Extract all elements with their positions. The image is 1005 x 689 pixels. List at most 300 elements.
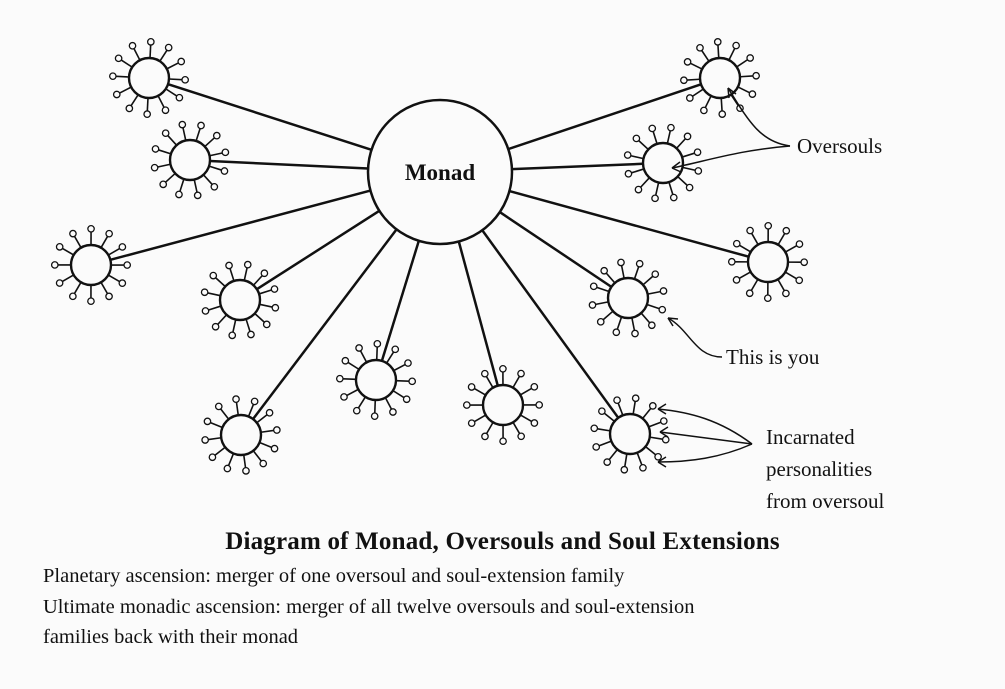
soul-extension-node	[518, 433, 524, 439]
soul-extension-node	[684, 59, 690, 65]
soul-extension-ray	[62, 248, 73, 255]
soul-extension-node	[694, 149, 700, 155]
soul-extension-ray	[196, 129, 200, 141]
soul-extension-ray	[158, 96, 164, 108]
soul-extension-node	[734, 241, 740, 247]
soul-extension-node	[765, 223, 771, 229]
soul-extension-ray	[257, 415, 267, 423]
oversoul-node	[589, 259, 666, 336]
soul-extension-node	[633, 135, 639, 141]
oversoul-node	[464, 366, 543, 445]
soul-extension-ray	[603, 311, 613, 320]
soul-extension-ray	[622, 266, 625, 279]
soul-extension-node	[652, 195, 658, 201]
soul-extension-node	[106, 293, 112, 299]
soul-extension-ray	[625, 454, 627, 467]
soul-extension-ray	[210, 153, 223, 156]
soul-extension-node	[148, 39, 154, 45]
soul-extension-ray	[678, 177, 688, 186]
soul-extension-ray	[229, 454, 234, 466]
soul-extension-node	[214, 132, 220, 138]
oversoul-circle	[643, 143, 683, 183]
soul-extension-ray	[606, 273, 615, 283]
soul-extension-node	[56, 280, 62, 286]
soul-extension-node	[114, 91, 120, 97]
soul-extension-node	[216, 403, 222, 409]
oversouls-pointer-line-1	[728, 88, 790, 146]
soul-extension-node	[209, 454, 215, 460]
oversoul-circle	[610, 414, 650, 454]
soul-extension-node	[274, 427, 280, 433]
soul-extension-ray	[702, 51, 709, 62]
soul-extension-ray	[387, 352, 394, 363]
soul-extension-node	[747, 227, 753, 233]
soul-extension-ray	[253, 451, 261, 461]
soul-extension-ray	[618, 403, 623, 415]
soul-extension-node	[251, 398, 257, 404]
monad-oversoul-line	[110, 191, 370, 260]
soul-extension-node	[374, 341, 380, 347]
soul-extension-ray	[131, 95, 138, 106]
soul-extension-node	[210, 272, 216, 278]
soul-extension-node	[162, 107, 168, 113]
soul-extension-ray	[385, 398, 391, 409]
soul-extension-node	[536, 402, 542, 408]
soul-extension-ray	[260, 304, 273, 307]
oversoul-node	[201, 261, 278, 338]
soul-extension-node	[224, 465, 230, 471]
soul-extension-ray	[705, 96, 711, 108]
soul-extension-ray	[158, 164, 171, 167]
soul-extension-node	[500, 438, 506, 444]
soul-extension-ray	[682, 153, 694, 157]
soul-extension-node	[124, 262, 130, 268]
soul-extension-ray	[683, 167, 696, 170]
soul-extension-node	[229, 332, 235, 338]
soul-extension-ray	[596, 302, 609, 305]
soul-extension-ray	[740, 245, 751, 252]
soul-extension-ray	[486, 376, 493, 387]
soul-extension-node	[182, 77, 188, 83]
incarnated-label-line-2: personalities	[766, 457, 873, 481]
oversoul-node	[337, 341, 416, 420]
soul-extension-ray	[520, 415, 531, 421]
soul-extension-node	[405, 360, 411, 366]
soul-extension-node	[733, 277, 739, 283]
soul-extension-ray	[740, 76, 753, 77]
soul-extension-node	[765, 295, 771, 301]
soul-extension-node	[659, 306, 665, 312]
soul-extension-node	[151, 164, 157, 170]
soul-extension-node	[660, 288, 666, 294]
soul-extension-ray	[108, 275, 119, 282]
soul-extension-ray	[785, 272, 796, 279]
soul-extension-ray	[168, 136, 177, 146]
soul-extension-ray	[205, 138, 215, 147]
soul-extension-node	[729, 259, 735, 265]
soul-extension-ray	[361, 351, 367, 362]
soul-extension-ray	[751, 279, 758, 290]
soul-extension-ray	[261, 430, 274, 432]
soul-extension-node	[482, 370, 488, 376]
soul-extension-node	[152, 146, 158, 152]
soul-extension-node	[747, 290, 753, 296]
soul-extension-ray	[520, 388, 531, 395]
soul-extension-node	[531, 384, 537, 390]
soul-extension-node	[636, 261, 642, 267]
soul-extension-node	[613, 329, 619, 335]
soul-extension-ray	[609, 450, 617, 460]
soul-extension-ray	[215, 447, 225, 455]
soul-extension-node	[733, 42, 739, 48]
soul-extension-ray	[348, 362, 359, 369]
monad-oversoul-line	[512, 164, 643, 169]
soul-extension-ray	[597, 429, 610, 431]
soul-extension-node	[747, 55, 753, 61]
soul-extension-node	[598, 319, 604, 325]
soul-extension-ray	[513, 376, 519, 387]
soul-extension-ray	[180, 179, 184, 191]
soul-extension-node	[88, 298, 94, 304]
soul-extension-node	[211, 184, 217, 190]
soul-extension-node	[266, 410, 272, 416]
oversoul-node	[151, 121, 228, 198]
soul-extension-ray	[260, 443, 272, 448]
soul-extension-node	[749, 91, 755, 97]
soul-extension-node	[204, 418, 210, 424]
soul-extension-ray	[653, 131, 657, 143]
soul-extension-node	[531, 420, 537, 426]
soul-extension-node	[201, 289, 207, 295]
caption-line-monadic: Ultimate monadic ascension: merger of all twelve oversouls and soul-extension	[43, 596, 695, 618]
oversoul-node	[729, 223, 808, 302]
soul-extension-node	[260, 460, 266, 466]
soul-extension-ray	[641, 313, 650, 323]
soul-extension-ray	[209, 306, 221, 310]
soul-extension-ray	[637, 453, 642, 465]
oversoul-node	[52, 226, 131, 305]
soul-extension-ray	[147, 98, 148, 111]
soul-extension-node	[614, 397, 620, 403]
soul-extension-ray	[693, 89, 704, 96]
soul-extension-node	[70, 293, 76, 299]
soul-extension-node	[409, 378, 415, 384]
soul-extension-ray	[646, 447, 656, 455]
soul-extension-ray	[632, 318, 635, 331]
soul-extension-ray	[101, 236, 108, 247]
you-pointer-line	[668, 318, 722, 357]
oversoul-circle	[608, 278, 648, 318]
soul-extension-ray	[394, 365, 405, 371]
soul-extension-ray	[604, 413, 614, 421]
soul-extension-ray	[169, 79, 182, 80]
soul-extension-ray	[639, 141, 649, 150]
soul-extension-node	[271, 286, 277, 292]
soul-extension-ray	[255, 313, 265, 322]
soul-extension-ray	[183, 128, 186, 141]
soul-extension-ray	[253, 276, 262, 286]
soul-extension-node	[632, 330, 638, 336]
oversouls-pointer-line-2	[672, 146, 790, 168]
soul-extension-node	[115, 55, 121, 61]
soul-extension-node	[715, 39, 721, 45]
soul-extension-node	[468, 384, 474, 390]
soul-extension-ray	[633, 401, 635, 414]
soul-extension-ray	[358, 397, 365, 408]
soul-extension-node	[392, 346, 398, 352]
caption-line-planetary: Planetary ascension: merger of one oversoul and soul-extension family	[43, 565, 625, 587]
soul-extension-node	[625, 171, 631, 177]
soul-extension-ray	[120, 87, 132, 93]
soul-extension-node	[482, 433, 488, 439]
soul-extension-ray	[244, 455, 246, 468]
soul-extension-node	[649, 322, 655, 328]
soul-extension-ray	[208, 438, 221, 440]
soul-extension-node	[165, 44, 171, 50]
soul-extension-ray	[677, 139, 686, 149]
soul-extension-node	[176, 94, 182, 100]
soul-extension-node	[226, 262, 232, 268]
caption-line-families: families back with their monad	[43, 626, 299, 648]
soul-extension-ray	[631, 156, 644, 159]
monad-oversoul-line	[210, 161, 368, 169]
monad-oversoul-line	[459, 242, 498, 386]
oversoul-circle	[71, 245, 111, 285]
soul-extension-node	[341, 394, 347, 400]
incarnated-label-line-1: Incarnated	[766, 425, 855, 449]
soul-extension-node	[796, 241, 802, 247]
monad-label: Monad	[404, 160, 476, 185]
soul-extension-ray	[737, 60, 748, 67]
soul-extension-node	[342, 358, 348, 364]
soul-extension-node	[695, 168, 701, 174]
soul-extension-node	[591, 425, 597, 431]
oversoul-circle	[220, 280, 260, 320]
soul-extension-ray	[62, 275, 73, 281]
incarnated-label-line-3: from oversoul	[766, 489, 885, 513]
soul-extension-node	[212, 324, 218, 330]
soul-extension-ray	[244, 268, 247, 281]
soul-extension-ray	[246, 319, 250, 331]
soul-extension-node	[593, 444, 599, 450]
soul-extension-ray	[203, 175, 212, 185]
soul-extension-node	[783, 290, 789, 296]
soul-extension-node	[119, 244, 125, 250]
soul-extension-node	[753, 73, 759, 79]
soul-extension-node	[371, 413, 377, 419]
soul-extension-node	[110, 73, 116, 79]
soul-extension-node	[601, 268, 607, 274]
soul-extension-ray	[634, 267, 638, 279]
soul-extension-ray	[778, 234, 785, 245]
soul-extension-node	[119, 280, 125, 286]
soul-extension-ray	[259, 290, 271, 294]
soul-extension-ray	[221, 409, 229, 419]
soul-extension-node	[796, 277, 802, 283]
soul-extension-node	[248, 331, 254, 337]
soul-extension-ray	[487, 422, 493, 433]
soul-extension-node	[652, 271, 658, 277]
soul-extension-ray	[218, 315, 227, 325]
soul-extension-ray	[687, 79, 700, 80]
soul-extension-ray	[721, 98, 722, 111]
soul-extension-node	[618, 259, 624, 265]
oversoul-circle	[483, 385, 523, 425]
soul-extension-node	[661, 418, 667, 424]
soul-extension-node	[663, 436, 669, 442]
soul-extension-ray	[74, 282, 81, 293]
oversoul-node	[202, 396, 280, 474]
soul-extension-ray	[166, 89, 177, 96]
soul-extension-ray	[647, 304, 659, 308]
soul-extension-ray	[669, 182, 673, 194]
oversoul-node	[110, 39, 189, 118]
soul-extension-ray	[650, 437, 663, 439]
soul-extension-node	[624, 152, 630, 158]
soul-extension-node	[272, 305, 278, 311]
soul-extension-ray	[513, 422, 520, 433]
soul-extension-ray	[739, 272, 750, 278]
soul-extension-node	[655, 454, 661, 460]
diagram-title: Diagram of Monad, Oversouls and Soul Extensions	[225, 528, 780, 555]
soul-extension-node	[650, 403, 656, 409]
soul-extension-ray	[690, 63, 702, 69]
soul-extension-node	[160, 181, 166, 187]
soul-extension-node	[697, 45, 703, 51]
soul-extension-ray	[729, 48, 735, 60]
soul-extension-node	[604, 459, 610, 465]
soul-extension-ray	[648, 292, 661, 295]
soul-extension-node	[176, 191, 182, 197]
soul-extension-ray	[230, 269, 234, 281]
soul-extension-ray	[474, 389, 485, 395]
soul-extension-node	[701, 107, 707, 113]
soul-extension-ray	[101, 282, 107, 293]
soul-extension-node	[649, 125, 655, 131]
soul-extension-ray	[233, 320, 236, 333]
soul-extension-node	[783, 228, 789, 234]
soul-extension-ray	[474, 415, 485, 422]
soul-extension-node	[686, 184, 692, 190]
soul-extension-ray	[656, 183, 659, 196]
soul-extension-ray	[208, 293, 221, 296]
oversoul-circle	[170, 140, 210, 180]
soul-extension-ray	[108, 249, 119, 255]
soul-extension-ray	[597, 287, 609, 291]
monad-oversoul-line	[508, 84, 701, 149]
monad-oversoul-line	[382, 241, 419, 361]
soul-extension-node	[632, 395, 638, 401]
soul-extension-node	[202, 437, 208, 443]
soul-extension-node	[337, 375, 343, 381]
monad-oversoul-line	[168, 84, 371, 150]
soul-extension-node	[591, 283, 597, 289]
soul-extension-node	[671, 194, 677, 200]
soul-extension-node	[719, 111, 725, 117]
soul-extension-ray	[738, 87, 750, 93]
soul-extension-node	[518, 370, 524, 376]
soul-extension-ray	[649, 422, 661, 427]
oversoul-node	[591, 395, 669, 473]
soul-extension-ray	[667, 131, 670, 144]
soul-extension-node	[233, 396, 239, 402]
soul-extension-node	[500, 366, 506, 372]
oversoul-node	[681, 39, 760, 118]
soul-extension-node	[403, 396, 409, 402]
soul-extension-ray	[75, 236, 81, 247]
soul-extension-node	[222, 149, 228, 155]
soul-extension-node	[356, 345, 362, 351]
soul-extension-node	[162, 130, 168, 136]
soul-extension-node	[390, 409, 396, 415]
soul-extension-node	[589, 302, 595, 308]
soul-extension-ray	[209, 166, 221, 170]
soul-extension-node	[801, 259, 807, 265]
soul-extension-node	[687, 95, 693, 101]
soul-extension-node	[261, 270, 267, 276]
soul-extension-node	[178, 58, 184, 64]
soul-extension-node	[464, 402, 470, 408]
soul-extension-ray	[210, 423, 222, 428]
soul-extension-node	[468, 420, 474, 426]
soul-extension-ray	[150, 45, 151, 58]
soul-extension-node	[668, 124, 674, 130]
soul-extension-ray	[121, 60, 132, 67]
oversouls-label: Oversouls	[797, 134, 883, 158]
soul-extension-node	[106, 230, 112, 236]
soul-extension-node	[126, 105, 132, 111]
soul-extension-ray	[166, 173, 176, 182]
incarnated-pointers	[658, 404, 752, 467]
oversoul-circle	[221, 415, 261, 455]
soul-extension-ray	[393, 391, 404, 398]
soul-extension-node	[56, 244, 62, 250]
soul-extension-node	[243, 468, 249, 474]
soul-extension-node	[621, 467, 627, 473]
soul-extension-ray	[167, 63, 179, 69]
soul-extension-ray	[617, 317, 621, 329]
soul-extension-node	[129, 43, 135, 49]
soul-extension-ray	[631, 169, 643, 173]
soul-extension-node	[88, 226, 94, 232]
soul-extension-node	[179, 121, 185, 127]
soul-extension-ray	[249, 404, 254, 416]
soul-extension-node	[194, 192, 200, 198]
soul-extension-ray	[778, 279, 784, 290]
soul-extension-ray	[236, 402, 238, 415]
soul-extension-node	[144, 111, 150, 117]
soul-extension-node	[245, 261, 251, 267]
soul-extension-ray	[641, 178, 650, 188]
soul-extension-node	[354, 407, 360, 413]
soul-extension-ray	[752, 233, 758, 244]
soul-extension-node	[684, 133, 690, 139]
soul-extension-ray	[160, 50, 167, 61]
soul-extension-ray	[134, 49, 140, 61]
oversoul-circle	[748, 242, 788, 282]
soul-extension-ray	[785, 246, 796, 252]
monad-oversoul-line	[509, 191, 748, 257]
soul-extension-ray	[116, 76, 129, 77]
soul-extension-ray	[643, 276, 653, 285]
soul-extension-ray	[159, 150, 171, 154]
soul-extension-node	[52, 262, 58, 268]
soul-extension-node	[221, 168, 227, 174]
soul-extension-ray	[643, 408, 651, 418]
soul-extension-node	[70, 230, 76, 236]
soul-extension-node	[198, 122, 204, 128]
soul-extension-node	[202, 308, 208, 314]
